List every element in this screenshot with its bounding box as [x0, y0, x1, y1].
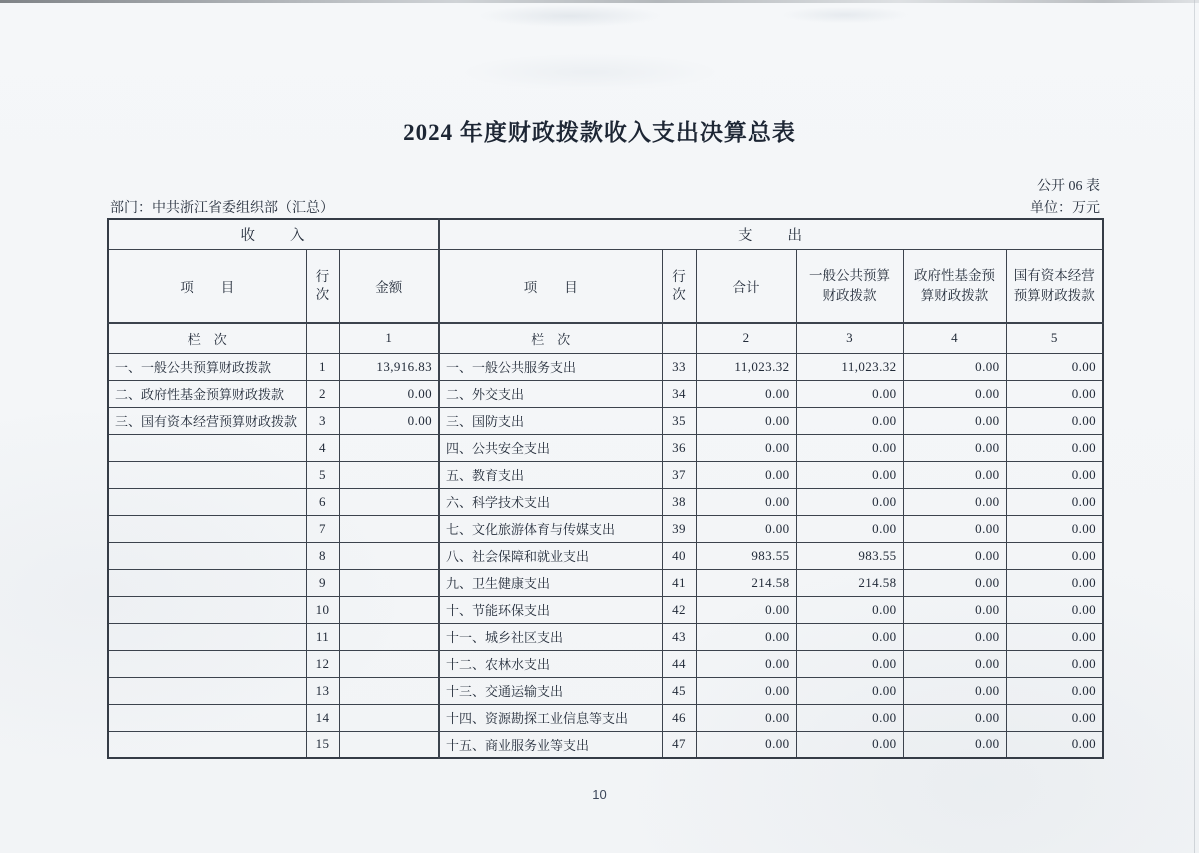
- exp-rowno-cell: 44: [662, 650, 696, 677]
- exp-item-cell: 七、文化旅游体育与传媒支出: [439, 515, 662, 542]
- lane-number-row: [108, 323, 1103, 353]
- income-lane-label: 栏 次: [108, 323, 306, 353]
- income-amount-cell: [339, 704, 439, 731]
- general-budget-cell: 0.00: [796, 515, 903, 542]
- income-amount-cell: [339, 731, 439, 758]
- income-rowno-cell: 7: [306, 515, 339, 542]
- income-rowno-cell: 2: [306, 380, 339, 407]
- exp-item-cell: 三、国防支出: [439, 407, 662, 434]
- table-row: [108, 515, 1103, 542]
- general-budget-cell: 0.00: [796, 596, 903, 623]
- total-cell: 0.00: [696, 434, 796, 461]
- income-amount-cell: [339, 650, 439, 677]
- general-budget-cell: 0.00: [796, 380, 903, 407]
- total-header: 合计: [696, 249, 796, 323]
- income-rowno-cell: 8: [306, 542, 339, 569]
- general-budget-cell: 0.00: [796, 623, 903, 650]
- income-amount-cell: [339, 623, 439, 650]
- gov-fund-cell: 0.00: [903, 434, 1006, 461]
- page-number: 10: [592, 787, 607, 802]
- gov-fund-cell: 0.00: [903, 731, 1006, 758]
- table-row: [108, 380, 1103, 407]
- state-capital-header: 国有资本经营预算财政拨款: [1006, 249, 1103, 323]
- income-item-header: 项 目: [108, 249, 306, 323]
- general-budget-cell: 0.00: [796, 731, 903, 758]
- exp-rowno-cell: 39: [662, 515, 696, 542]
- gov-fund-cell: 0.00: [903, 515, 1006, 542]
- income-item-cell: [108, 542, 306, 569]
- exp-item-cell: 四、公共安全支出: [439, 434, 662, 461]
- income-rowno-cell: 10: [306, 596, 339, 623]
- general-budget-header: 一般公共预算财政拨款: [796, 249, 903, 323]
- exp-rowno-cell: 33: [662, 353, 696, 380]
- table-row: [108, 407, 1103, 434]
- general-budget-cell: 0.00: [796, 704, 903, 731]
- table-row: [108, 542, 1103, 569]
- income-item-cell: [108, 650, 306, 677]
- income-item-cell: [108, 677, 306, 704]
- general-budget-cell: 0.00: [796, 650, 903, 677]
- income-amount-cell: [339, 542, 439, 569]
- state-capital-cell: 0.00: [1006, 434, 1103, 461]
- exp-item-cell: 十四、资源勘探工业信息等支出: [439, 704, 662, 731]
- income-item-cell: [108, 569, 306, 596]
- exp-item-cell: 九、卫生健康支出: [439, 569, 662, 596]
- meta-line: [110, 197, 1100, 217]
- fiscal-table-body: [108, 353, 1103, 758]
- exp-item-cell: 十三、交通运输支出: [439, 677, 662, 704]
- income-lane-blank: [306, 323, 339, 353]
- income-amount-cell: [339, 434, 439, 461]
- fiscal-table: [107, 218, 1104, 759]
- income-rowno-cell: 12: [306, 650, 339, 677]
- table-row: [108, 434, 1103, 461]
- general-budget-cell: 0.00: [796, 407, 903, 434]
- general-budget-cell: 11,023.32: [796, 353, 903, 380]
- state-capital-cell: 0.00: [1006, 623, 1103, 650]
- exp-lane-blank: [662, 323, 696, 353]
- exp-item-cell: 二、外交支出: [439, 380, 662, 407]
- table-row: [108, 488, 1103, 515]
- state-capital-cell: 0.00: [1006, 353, 1103, 380]
- page-title: 2024 年度财政拨款收入支出决算总表: [403, 120, 796, 145]
- table-row: [108, 623, 1103, 650]
- exp-rowno-cell: 43: [662, 623, 696, 650]
- exp-item-cell: 十二、农林水支出: [439, 650, 662, 677]
- gov-fund-cell: 0.00: [903, 542, 1006, 569]
- gov-fund-cell: 0.00: [903, 623, 1006, 650]
- income-rowno-header: 行次: [306, 249, 339, 323]
- total-cell: 0.00: [696, 650, 796, 677]
- gov-fund-cell: 0.00: [903, 704, 1006, 731]
- gov-fund-cell: 0.00: [903, 677, 1006, 704]
- income-item-cell: [108, 434, 306, 461]
- income-item-cell: 二、政府性基金预算财政拨款: [108, 380, 306, 407]
- exp-item-header: 项 目: [439, 249, 662, 323]
- income-rowno-cell: 11: [306, 623, 339, 650]
- state-capital-cell: 0.00: [1006, 677, 1103, 704]
- gov-fund-cell: 0.00: [903, 407, 1006, 434]
- income-amount-cell: [339, 677, 439, 704]
- section-header-row: [108, 219, 1103, 249]
- state-capital-cell: 0.00: [1006, 650, 1103, 677]
- state-capital-cell: 0.00: [1006, 596, 1103, 623]
- gov-fund-cell: 0.00: [903, 596, 1006, 623]
- unit-label: 单位：万元: [1030, 201, 1100, 216]
- state-capital-cell: 0.00: [1006, 380, 1103, 407]
- exp-rowno-cell: 46: [662, 704, 696, 731]
- total-cell: 0.00: [696, 515, 796, 542]
- income-item-cell: [108, 596, 306, 623]
- table-row: [108, 569, 1103, 596]
- total-cell: 0.00: [696, 461, 796, 488]
- income-item-cell: [108, 461, 306, 488]
- income-amount-cell: [339, 461, 439, 488]
- table-code-label: 公开 06 表: [1037, 179, 1100, 194]
- income-item-cell: [108, 488, 306, 515]
- income-amount-cell: 13,916.83: [339, 353, 439, 380]
- income-rowno-cell: 6: [306, 488, 339, 515]
- exp-item-cell: 十五、商业服务业等支出: [439, 731, 662, 758]
- gov-fund-cell: 0.00: [903, 488, 1006, 515]
- income-rowno-cell: 13: [306, 677, 339, 704]
- table-row: [108, 677, 1103, 704]
- gov-fund-cell: 0.00: [903, 353, 1006, 380]
- exp-item-cell: 六、科学技术支出: [439, 488, 662, 515]
- state-capital-cell: 0.00: [1006, 542, 1103, 569]
- exp-rowno-cell: 37: [662, 461, 696, 488]
- state-capital-cell: 0.00: [1006, 488, 1103, 515]
- total-cell: 214.58: [696, 569, 796, 596]
- state-capital-cell: 0.00: [1006, 515, 1103, 542]
- state-capital-cell: 0.00: [1006, 569, 1103, 596]
- table-row: [108, 650, 1103, 677]
- exp-item-cell: 十一、城乡社区支出: [439, 623, 662, 650]
- general-budget-cell: 983.55: [796, 542, 903, 569]
- general-budget-cell: 0.00: [796, 461, 903, 488]
- total-cell: 0.00: [696, 380, 796, 407]
- total-cell: 0.00: [696, 704, 796, 731]
- general-budget-cell: 0.00: [796, 488, 903, 515]
- total-cell: 11,023.32: [696, 353, 796, 380]
- income-rowno-cell: 5: [306, 461, 339, 488]
- income-item-cell: [108, 704, 306, 731]
- fiscal-table-wrap: [107, 218, 1104, 759]
- gov-fund-lane-no: 4: [903, 323, 1006, 353]
- income-amount-cell: [339, 569, 439, 596]
- total-cell: 983.55: [696, 542, 796, 569]
- total-cell: 0.00: [696, 731, 796, 758]
- total-lane-no: 2: [696, 323, 796, 353]
- income-item-cell: 三、国有资本经营预算财政拨款: [108, 407, 306, 434]
- general-budget-cell: 214.58: [796, 569, 903, 596]
- exp-rowno-cell: 38: [662, 488, 696, 515]
- exp-rowno-cell: 36: [662, 434, 696, 461]
- income-amount-cell: [339, 596, 439, 623]
- exp-rowno-cell: 34: [662, 380, 696, 407]
- column-header-row: [108, 249, 1103, 323]
- exp-item-cell: 十、节能环保支出: [439, 596, 662, 623]
- income-amount-cell: 0.00: [339, 380, 439, 407]
- exp-rowno-cell: 35: [662, 407, 696, 434]
- gov-fund-cell: 0.00: [903, 461, 1006, 488]
- income-rowno-cell: 3: [306, 407, 339, 434]
- table-row: [108, 461, 1103, 488]
- income-item-cell: [108, 515, 306, 542]
- exp-item-cell: 一、一般公共服务支出: [439, 353, 662, 380]
- exp-item-cell: 五、教育支出: [439, 461, 662, 488]
- state-capital-cell: 0.00: [1006, 704, 1103, 731]
- income-amount-header: 金额: [339, 249, 439, 323]
- table-row: [108, 596, 1103, 623]
- table-row: [108, 353, 1103, 380]
- general-lane-no: 3: [796, 323, 903, 353]
- income-rowno-cell: 9: [306, 569, 339, 596]
- gov-fund-cell: 0.00: [903, 650, 1006, 677]
- gov-fund-header: 政府性基金预算财政拨款: [903, 249, 1006, 323]
- state-capital-cell: 0.00: [1006, 461, 1103, 488]
- income-rowno-cell: 15: [306, 731, 339, 758]
- state-capital-cell: 0.00: [1006, 407, 1103, 434]
- income-rowno-cell: 4: [306, 434, 339, 461]
- income-amount-cell: 0.00: [339, 407, 439, 434]
- income-rowno-cell: 14: [306, 704, 339, 731]
- exp-lane-label: 栏 次: [439, 323, 662, 353]
- expenditure-section-header: 支 出: [439, 219, 1103, 249]
- total-cell: 0.00: [696, 677, 796, 704]
- exp-rowno-cell: 41: [662, 569, 696, 596]
- exp-rowno-cell: 47: [662, 731, 696, 758]
- department-label: 部门：中共浙江省委组织部（汇总）: [110, 201, 334, 216]
- exp-rowno-cell: 42: [662, 596, 696, 623]
- exp-item-cell: 八、社会保障和就业支出: [439, 542, 662, 569]
- scan-edge-artifact-top: [0, 0, 1199, 3]
- exp-rowno-cell: 40: [662, 542, 696, 569]
- gov-fund-cell: 0.00: [903, 569, 1006, 596]
- table-row: [108, 731, 1103, 758]
- income-lane-no: 1: [339, 323, 439, 353]
- total-cell: 0.00: [696, 407, 796, 434]
- income-amount-cell: [339, 488, 439, 515]
- total-cell: 0.00: [696, 488, 796, 515]
- income-amount-cell: [339, 515, 439, 542]
- exp-rowno-header: 行次: [662, 249, 696, 323]
- general-budget-cell: 0.00: [796, 434, 903, 461]
- income-section-header: 收 入: [108, 219, 439, 249]
- income-item-cell: [108, 731, 306, 758]
- exp-rowno-cell: 45: [662, 677, 696, 704]
- income-rowno-cell: 1: [306, 353, 339, 380]
- total-cell: 0.00: [696, 596, 796, 623]
- table-row: [108, 704, 1103, 731]
- total-cell: 0.00: [696, 623, 796, 650]
- state-capital-lane-no: 5: [1006, 323, 1103, 353]
- state-capital-cell: 0.00: [1006, 731, 1103, 758]
- gov-fund-cell: 0.00: [903, 380, 1006, 407]
- income-item-cell: [108, 623, 306, 650]
- income-item-cell: 一、一般公共预算财政拨款: [108, 353, 306, 380]
- general-budget-cell: 0.00: [796, 677, 903, 704]
